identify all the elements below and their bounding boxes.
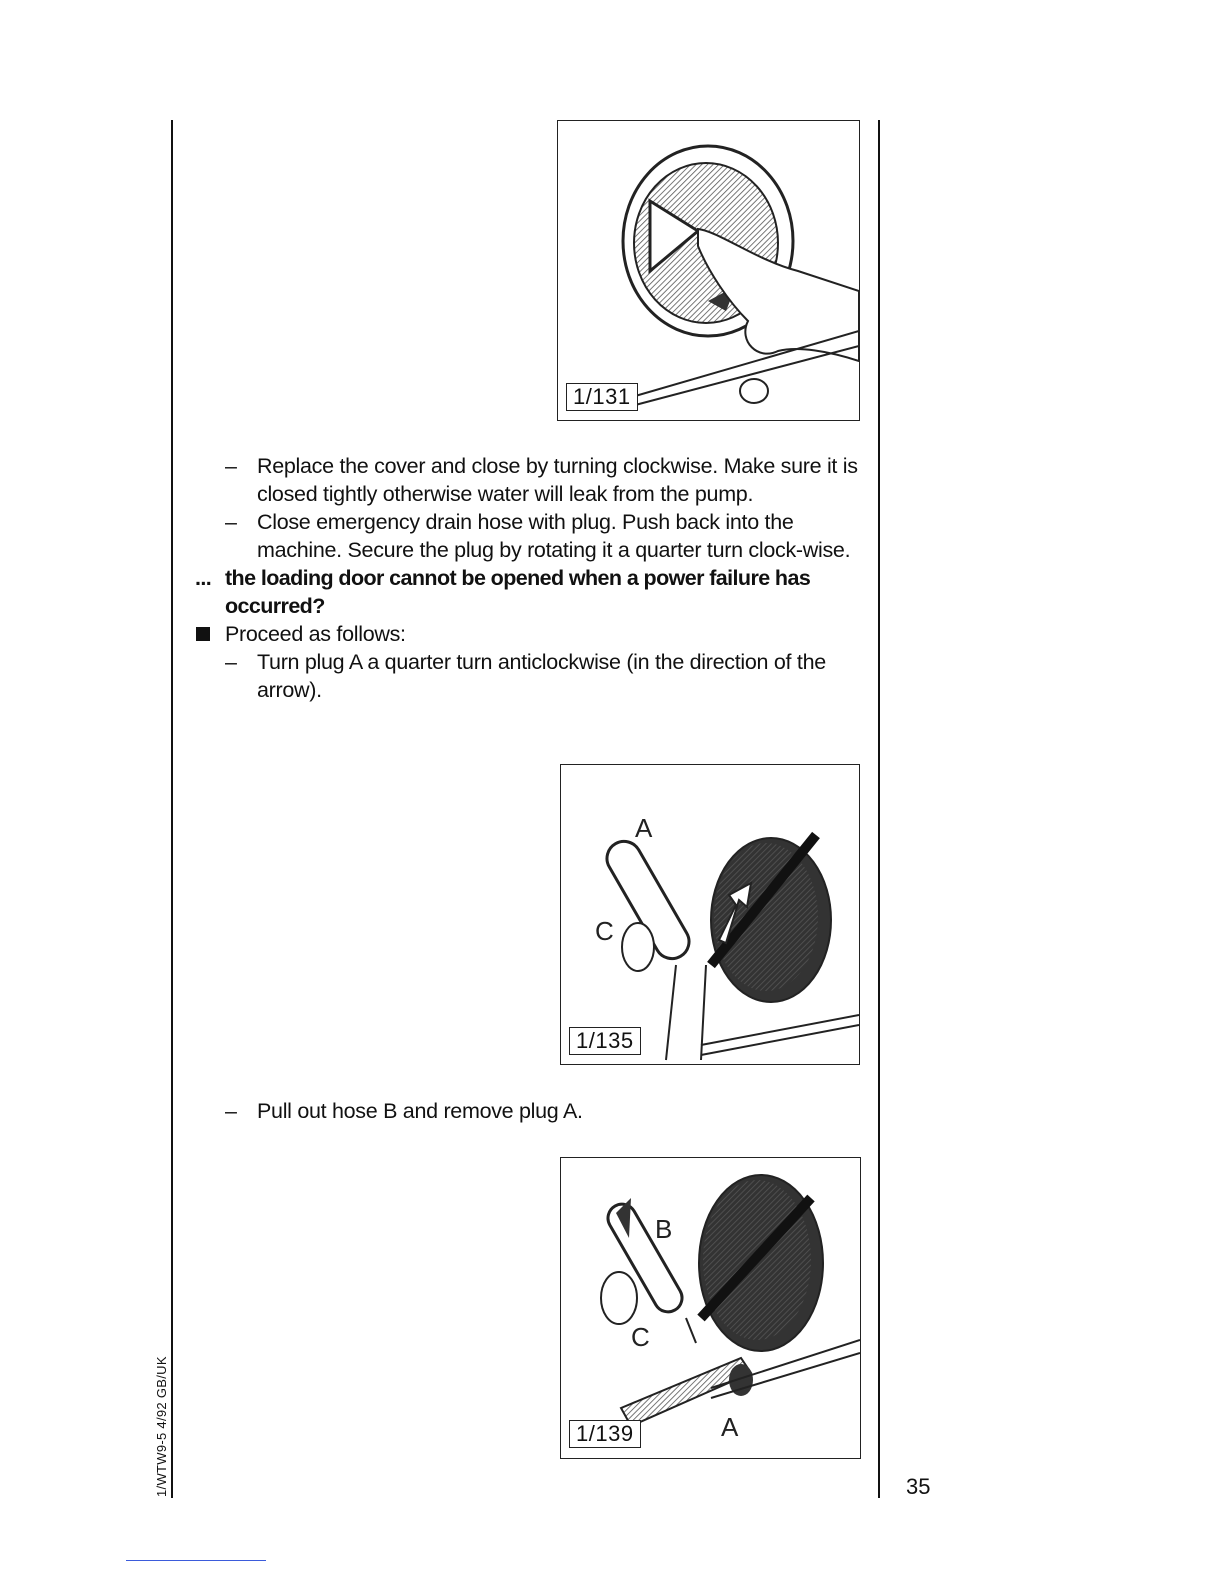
- list-item: – Close emergency drain hose with plug. Push back into the machine. Secure the plug by rotating it a quarter turn clock-wise.: [225, 510, 851, 562]
- pump-cover-illustration: [558, 121, 859, 420]
- figure-1-135: [560, 764, 860, 1065]
- list-item: – Pull out hose B and remove plug A.: [225, 1099, 583, 1123]
- footer-line: [126, 1560, 266, 1561]
- section-1-instructions: [195, 452, 865, 704]
- left-margin-rule: [171, 120, 173, 1498]
- figure-label: 1/139: [569, 1420, 641, 1448]
- page-number: 35: [906, 1474, 931, 1499]
- list-item: – Replace the cover and close by turning clockwise. Make sure it is closed tightly otherwise water will leak from the pump.: [225, 454, 858, 506]
- label-c: C: [631, 1322, 650, 1352]
- section-heading: ... the loading door cannot be opened when a power failure has occurred?: [195, 566, 811, 618]
- document-code: 1/WTW9-5 4/92 GB/UK: [154, 1356, 169, 1497]
- label-a: A: [721, 1412, 739, 1442]
- bullet-item: Proceed as follows:: [195, 620, 865, 648]
- right-margin-rule: [878, 120, 880, 1498]
- square-bullet-icon: [196, 627, 210, 641]
- label-a: A: [635, 813, 653, 843]
- section-3-instructions: [195, 1097, 865, 1125]
- label-c: C: [595, 916, 614, 946]
- figure-1-139: [560, 1157, 861, 1459]
- figure-label: 1/135: [569, 1027, 641, 1055]
- figure-1-131: [557, 120, 860, 421]
- label-b: B: [655, 1214, 673, 1244]
- hose-removal-illustration: [561, 1158, 860, 1458]
- plug-turn-illustration: [561, 765, 859, 1064]
- list-item: – Turn plug A a quarter turn anticlockwise (in the direction of the arrow).: [225, 650, 826, 702]
- figure-label: 1/131: [566, 383, 638, 411]
